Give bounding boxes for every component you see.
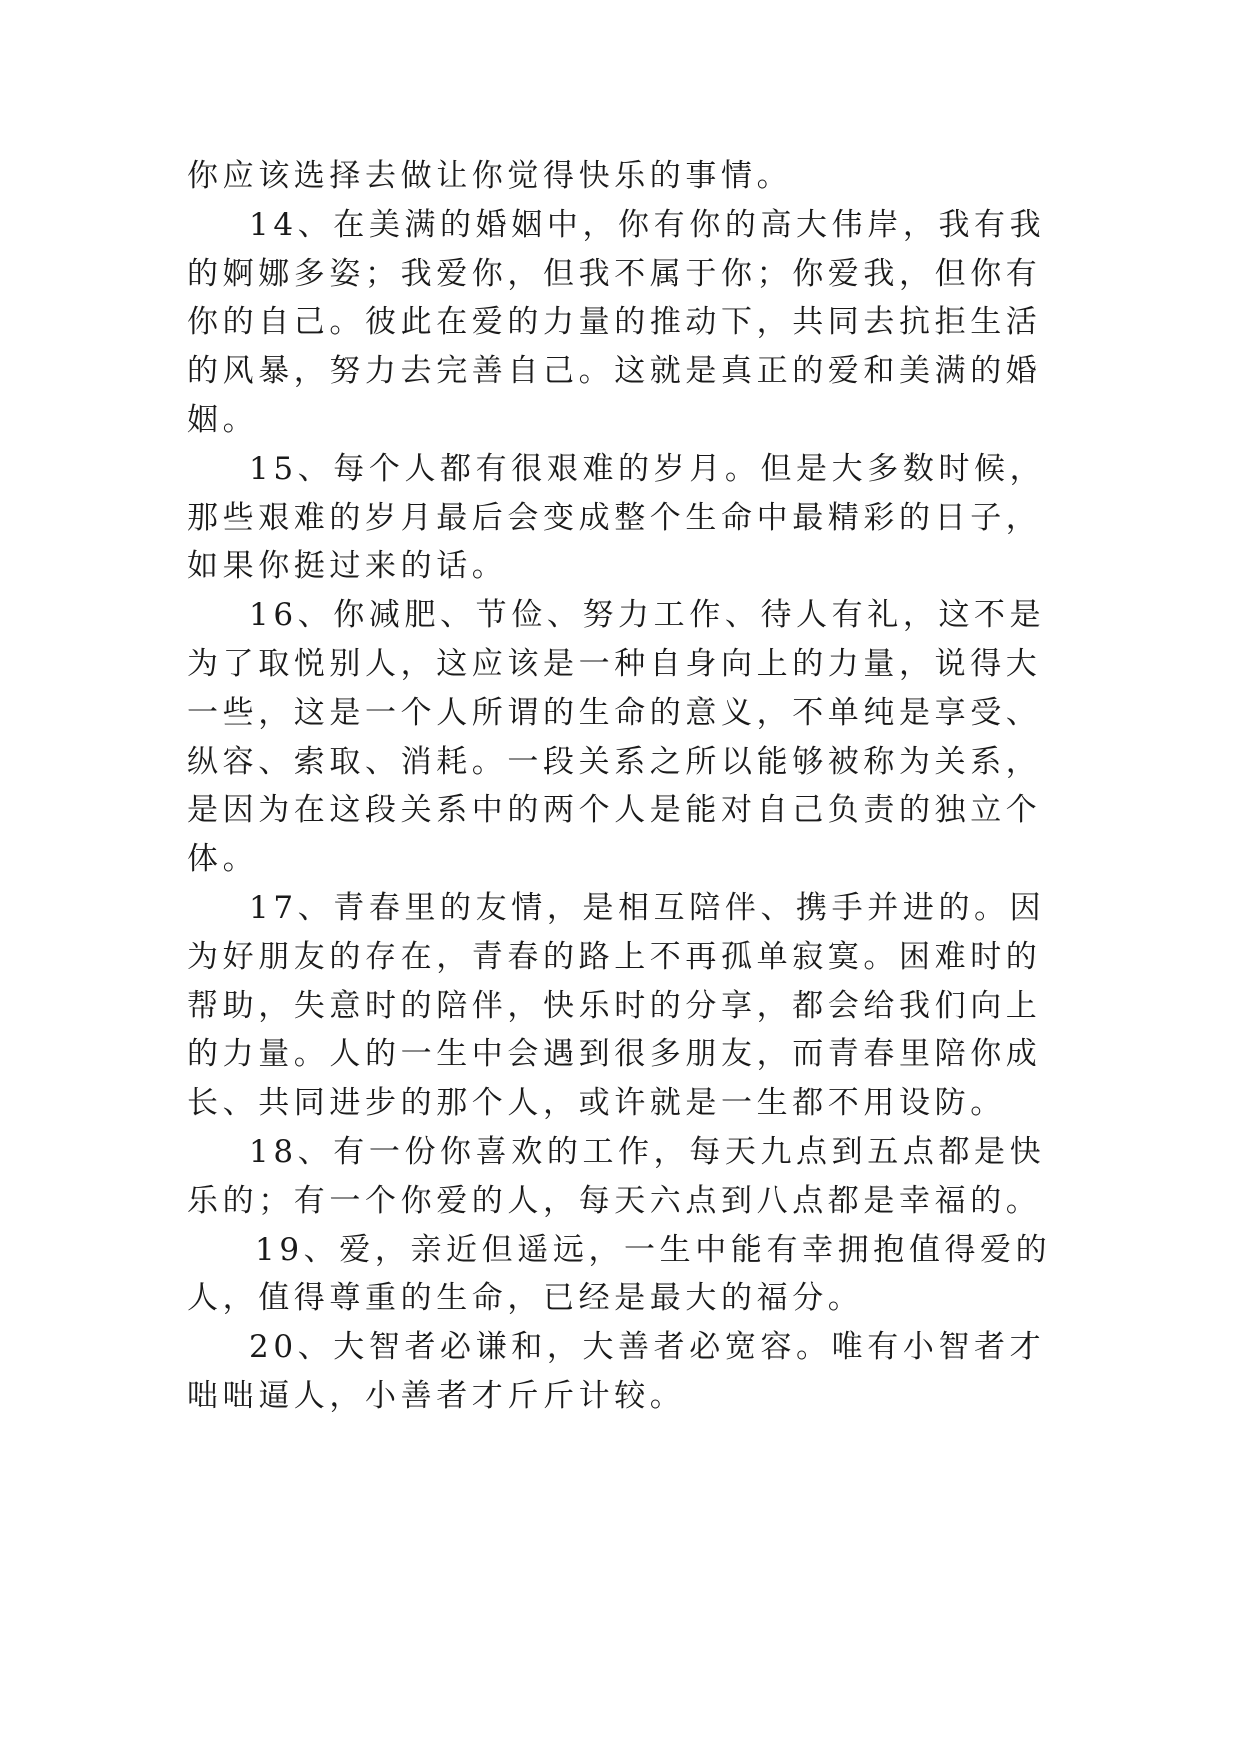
paragraph-17: 17、青春里的友情，是相互陪伴、携手并进的。因为好朋友的存在，青春的路上不再孤单寂寞。困难时的帮助，失意时的陪伴，快乐时的分享，都会给我们向上的力量。人的一生中会遇到很多朋友，而青春里陪你成长、共同进步的那个人，或许就是一生都不用设防。 xyxy=(187,889,1046,1122)
paragraph-16: 16、你减肥、节俭、努力工作、待人有礼，这不是为了取悦别人，这应该是一种自身向上的力量，说得大一些，这是一个人所谓的生命的意义，不单纯是享受、纵容、索取、消耗。一段关系之所以能够被称为关系，是因为在这段关系中的两个人是能对自己负责的独立个体。 xyxy=(187,597,1046,878)
paragraph-continuation: 你应该选择去做让你觉得快乐的事情。 xyxy=(187,158,793,194)
paragraph-19: 19、爱，亲近但遥远，一生中能有幸拥抱值得爱的人，值得尊重的生命，已经是最大的福分。 xyxy=(187,1231,1052,1317)
paragraph-18: 18、有一份你喜欢的工作，每天九点到五点都是快乐的；有一个你爱的人，每天六点到八点都是幸福的。 xyxy=(187,1133,1046,1219)
paragraph-15: 15、每个人都有很艰难的岁月。但是大多数时候，那些艰难的岁月最后会变成整个生命中最精彩的日子，如果你挺过来的话。 xyxy=(187,450,1046,585)
paragraph-14: 14、在美满的婚姻中，你有你的高大伟岸，我有我的婀娜多姿；我爱你，但我不属于你；你爱我，但你有你的自己。彼此在爱的力量的推动下，共同去抗拒生活的风暴，努力去完善自己。这就是真正的爱和美满的婚姻。 xyxy=(187,206,1046,438)
document-body xyxy=(187,152,1057,1421)
paragraph-20: 20、大智者必谦和，大善者必宽容。唯有小智者才咄咄逼人，小善者才斤斤计较。 xyxy=(187,1329,1046,1414)
